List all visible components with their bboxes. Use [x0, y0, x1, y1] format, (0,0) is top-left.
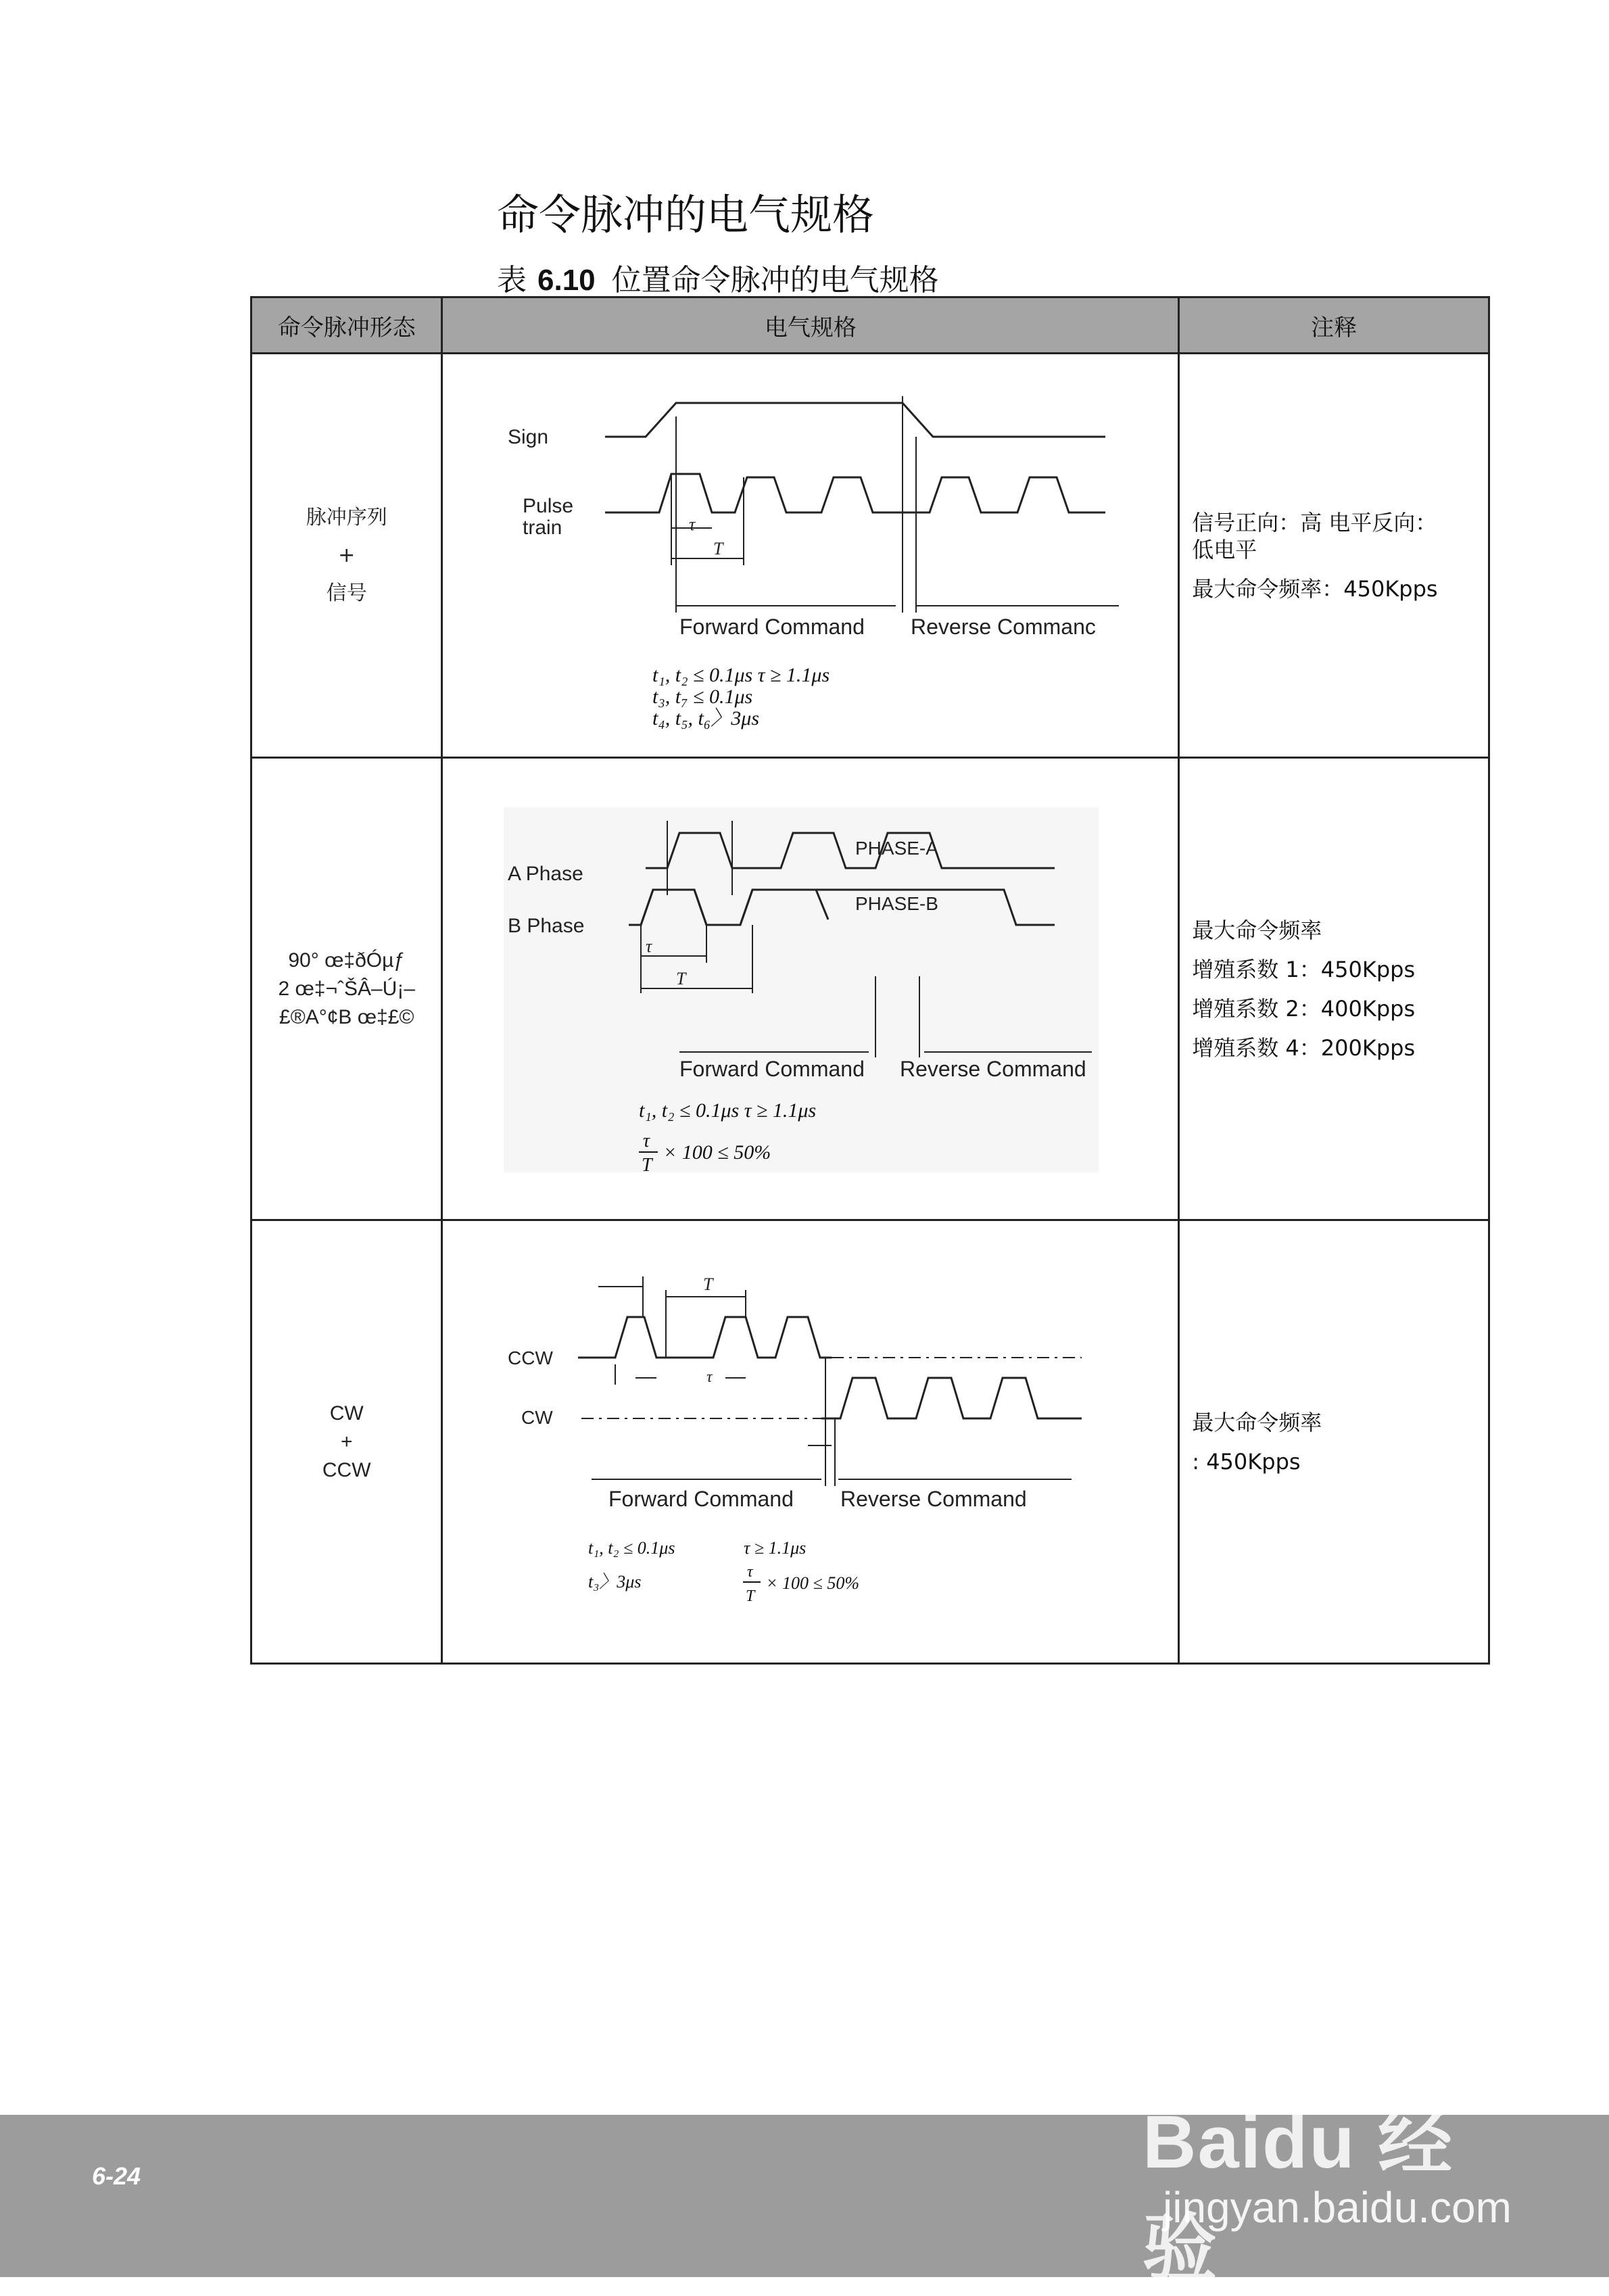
tau-label: τ	[706, 1368, 713, 1386]
forward-command-label: Forward Command	[608, 1486, 794, 1511]
note-line: 信号正向：高 电平反向：	[1192, 509, 1437, 535]
formula-line: t₃, t₇ ≤ 0.1μs	[652, 685, 753, 708]
phase-a-label: PHASE-A	[855, 837, 939, 859]
table-row	[251, 758, 1489, 1220]
table-row	[251, 1220, 1489, 1664]
form-line: 90° œ‡ðÓµƒ	[288, 949, 406, 972]
ab-phase-timing-diagram	[443, 760, 1177, 1218]
table-caption	[497, 256, 939, 299]
sign-label: Sign	[508, 425, 549, 448]
ccw-label: CCW	[508, 1347, 554, 1368]
form-line: +	[338, 543, 356, 567]
formula-line: t₁, t₂ ≤ 0.1μs τ ≥ 1.1μs	[652, 663, 830, 686]
a-phase-label: A Phase	[508, 862, 584, 885]
period-label: T	[713, 538, 723, 558]
note-line: 低电平	[1192, 536, 1257, 563]
tau-label: τ	[646, 936, 652, 956]
form-line: 2 œ‡¬ˆŠÂ–Ú¡–	[278, 977, 416, 1000]
header-form: 命令脉冲形态	[251, 297, 442, 354]
form-line: 信号	[326, 581, 367, 605]
caption-prefix: 表	[497, 263, 527, 297]
forward-command-label: Forward Command	[679, 614, 865, 639]
reverse-command-label: Reverse Command	[840, 1486, 1028, 1511]
phase-b-label: PHASE-B	[855, 892, 939, 914]
note-line: 增殖系数 2：400Kpps	[1192, 995, 1416, 1022]
b-phase-label: B Phase	[508, 914, 585, 937]
timing-diagram-cell	[442, 758, 1179, 1220]
section-title: 命令脉冲的电气规格	[497, 190, 875, 239]
forward-command-label: Forward Command	[679, 1056, 865, 1081]
cw-label: CW	[521, 1406, 554, 1428]
spec-table	[250, 296, 1490, 1665]
form-line: 脉冲序列	[306, 505, 387, 529]
note-line: 增殖系数 1：450Kpps	[1192, 956, 1416, 982]
cw-ccw-timing-diagram	[443, 1222, 1177, 1662]
watermark-brand: Baidu 经验	[1143, 2101, 1454, 2291]
fraction-tau: τ	[747, 1562, 754, 1581]
formula-line: t₃〉3μs	[588, 1571, 642, 1592]
timing-diagram-cell	[442, 354, 1179, 758]
timing-diagram-cell	[442, 1220, 1179, 1664]
formula-line: × 100 ≤ 50%	[663, 1141, 771, 1164]
note-line: : 450Kpps	[1192, 1448, 1301, 1475]
notes-cell	[1179, 354, 1489, 758]
form-cell	[251, 354, 442, 758]
form-line: +	[340, 1430, 353, 1453]
tau-label: τ	[689, 514, 696, 534]
note-line: 最大命令频率	[1192, 1409, 1322, 1435]
pulse-label: Pulse	[523, 494, 574, 517]
fraction-tau: τ	[643, 1130, 650, 1151]
reverse-command-label: Reverse Command	[900, 1056, 1087, 1081]
page-number: 6-24	[92, 2162, 141, 2190]
period-label: T	[676, 968, 686, 988]
header-spec: 电气规格	[442, 297, 1179, 354]
form-cell	[251, 1220, 442, 1664]
caption-text: 位置命令脉冲的电气规格	[611, 263, 939, 297]
form-line: £®A°¢B œ‡£©	[279, 1005, 414, 1028]
pulse-sign-timing-diagram	[443, 356, 1177, 756]
form-cell	[251, 758, 442, 1220]
form-line: CCW	[322, 1458, 371, 1481]
note-line: 最大命令频率：450Kpps	[1192, 575, 1438, 602]
watermark-url: jingyan.baidu.com	[1163, 2183, 1512, 2232]
table-row	[251, 354, 1489, 758]
formula-line: t₁, t₂ ≤ 0.1μs τ ≥ 1.1μs	[639, 1099, 817, 1122]
notes-cell	[1179, 758, 1489, 1220]
train-label: train	[523, 516, 562, 539]
formula-line: t₁, t₂ ≤ 0.1μs	[588, 1537, 675, 1558]
period-label: T	[703, 1274, 713, 1294]
formula-line: × 100 ≤ 50%	[766, 1573, 860, 1593]
formula-line: τ ≥ 1.1μs	[744, 1537, 807, 1558]
header-notes: 注释	[1179, 297, 1489, 354]
notes-cell	[1179, 1220, 1489, 1664]
reverse-command-label: Reverse Commanc	[911, 614, 1097, 639]
caption-number: 6.10	[537, 264, 596, 297]
fraction-period: T	[746, 1587, 755, 1605]
table-header-row	[251, 297, 1489, 354]
note-line: 增殖系数 4：200Kpps	[1192, 1034, 1416, 1061]
note-line: 最大命令频率	[1192, 917, 1322, 943]
formula-line: t₄, t₅, t₆〉3μs	[652, 707, 760, 730]
fraction-period: T	[642, 1154, 653, 1176]
form-line: CW	[329, 1402, 364, 1425]
baidu-watermark	[1143, 2055, 1521, 2291]
